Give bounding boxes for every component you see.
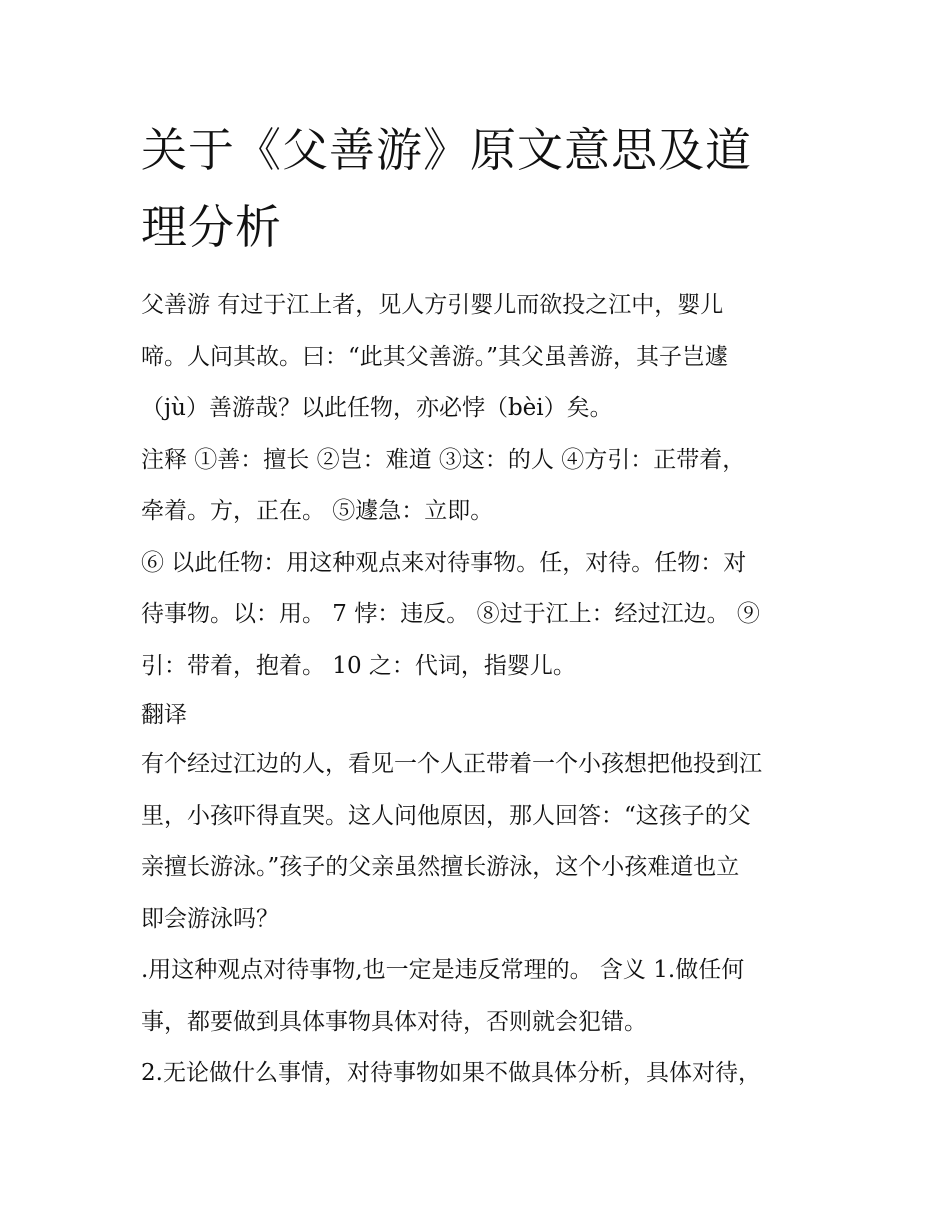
text-line: 有个经过江边的人，看见一个人正带着一个小孩想把他投到江 (141, 751, 762, 777)
text-line: （jù）善游哉？以此任物，亦必悖（bèi）矣。 (141, 395, 613, 421)
title-line: 理分析 (141, 200, 282, 254)
document-title (141, 112, 821, 266)
text-line: 即会游泳吗？ (141, 905, 279, 932)
text-line: .用这种观点对待事物,也一定是违反常理的。 含义 1.做任何 (141, 957, 745, 983)
text-line: 待事物。以：用。 7 悖：违反。 ⑧过于江上：经过江边。 ⑨ (141, 601, 760, 627)
section-heading: 翻译 (141, 702, 187, 728)
text-line: 亲擅长游泳。”孩子的父亲虽然擅长游泳，这个小孩难道也立 (141, 854, 740, 880)
document-page (141, 112, 821, 1100)
text-line: 啼。人问其故。曰：“此其父善游。”其父虽善游，其子岂遽 (141, 343, 729, 370)
text-line: 2.无论做什么事情，对待事物如果不做具体分析，具体对待， (141, 1060, 761, 1086)
text-line: 事，都要做到具体事物具体对待，否则就会犯错。 (141, 1008, 647, 1035)
text-line: 里，小孩吓得直哭。这人问他原因，那人回答：“这孩子的父 (141, 802, 751, 829)
text-line: 引：带着，抱着。 10 之：代词，指婴儿。 (141, 652, 576, 679)
text-line: 父善游 有过于江上者，见人方引婴儿而欲投之江中，婴儿 (141, 292, 724, 318)
text-line: 牵着。方，正在。 ⑤遽急：立即。 (141, 498, 494, 524)
text-line: ⑥ 以此任物：用这种观点来对待事物。任，对待。任物：对 (141, 549, 747, 576)
document-body (141, 280, 821, 1100)
title-line: 关于《父善游》原文意思及道 (141, 123, 752, 177)
text-line: 注释 ①善：擅长 ②岂：难道 ③这：的人 ④方引：正带着， (141, 446, 746, 473)
